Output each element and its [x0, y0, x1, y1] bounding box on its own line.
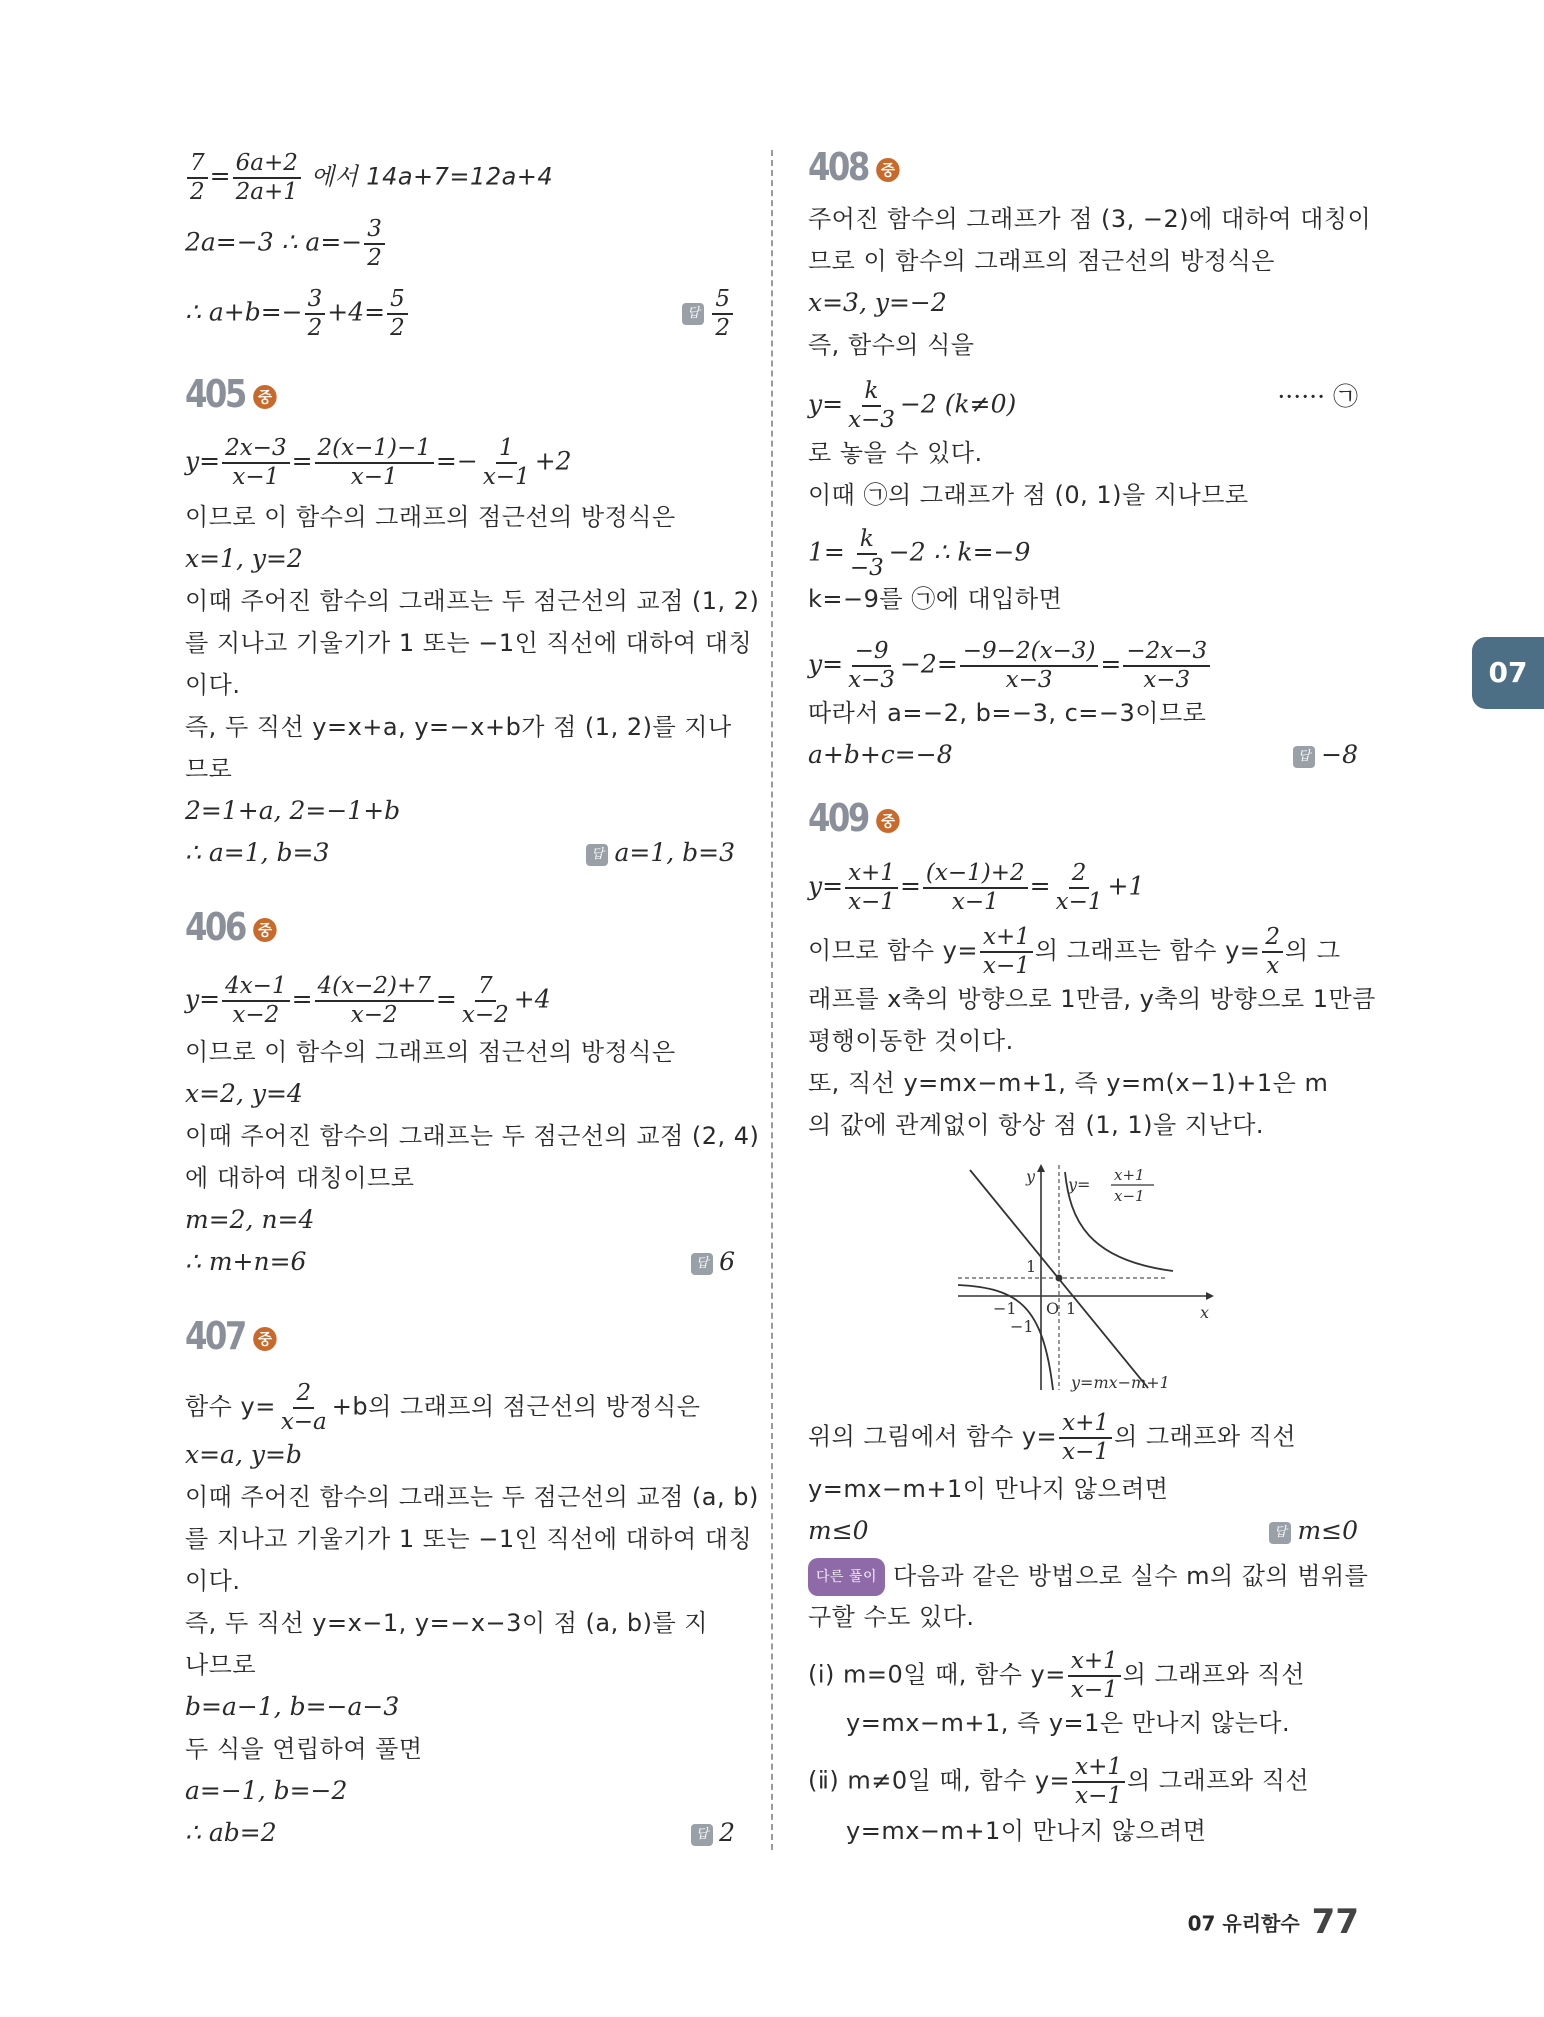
p407-text: ∴ ab=2: [185, 1818, 277, 1847]
answer-mark: 답: [691, 1253, 713, 1275]
p407-text: 두 식을 연립하여 풀면: [185, 1735, 423, 1763]
x-axis-label: x: [1200, 1303, 1210, 1322]
problem-number-408: 408 중: [808, 145, 898, 189]
fraction: $\frac{7}{x-2}$: [461, 973, 509, 1028]
p405-equation: y= $\frac{2x-3}{x-1}$ = $\frac{2(x-1)-1}{x-1}$ =− $\frac{1}{x-1}$ +2: [185, 435, 572, 490]
tick-x-neg: −1: [993, 1299, 1017, 1318]
difficulty-badge: 중: [876, 158, 899, 182]
p409-text: 또, 직선 y=mx−m+1, 즉 y=m(x−1)+1은 m: [808, 1069, 1329, 1097]
p408-text: 즉, 함수의 식을: [808, 331, 975, 359]
p406-text: 에 대하여 대칭이므로: [185, 1164, 415, 1192]
fraction: $\frac{x+1}{x-1}$: [845, 862, 898, 914]
p404-answer: [682, 288, 735, 340]
curve-label-prefix: y=: [1068, 1175, 1091, 1194]
fraction: $\frac{7}{2}$: [187, 152, 208, 204]
fraction: $\frac{(x-1)+2}{x-1}$: [923, 862, 1028, 914]
fraction: $\frac{2}{x-1}$: [1055, 860, 1103, 915]
p408-mark: ······ ㉠: [1277, 382, 1358, 411]
difficulty-badge: 중: [253, 918, 276, 942]
difficulty-badge: 중: [253, 1327, 276, 1351]
p405-text: 2=1+a, 2=−1+b: [185, 796, 401, 825]
fraction: $\frac{k}{-3}$: [849, 526, 884, 581]
rational-function-graph: [958, 1160, 1218, 1400]
origin-label: O: [1046, 1299, 1060, 1318]
fraction: $\frac{2}{x-a}$: [280, 1380, 327, 1435]
fraction: $\frac{3}{2}$: [364, 218, 385, 270]
p406-text: m=2, n=4: [185, 1205, 315, 1234]
p406-text: 이때 주어진 함수의 그래프는 두 점근선의 교점 (2, 4): [185, 1122, 760, 1150]
answer-mark: 답: [691, 1824, 713, 1846]
p408-text: k=−9를 ㉠에 대입하면: [808, 585, 1063, 613]
p405-text: 즉, 두 직선 y=x+a, y=−x+b가 점 (1, 2)를 지나: [185, 713, 732, 741]
p409-line2: 이므로 함수 y= $\frac{x+1}{x-1}$ 의 그래프는 함수 y= $\frac{2}{x}$ 의 그: [808, 924, 1341, 979]
p405-text: 이다.: [185, 671, 241, 699]
p408-answer: 답 −8: [1293, 738, 1358, 772]
p408-text: 이때 ㉠의 그래프가 점 (0, 1)을 지나므로: [808, 481, 1249, 509]
p407-text: 나므로: [185, 1651, 257, 1679]
p409-case1: (ⅰ) m=0일 때, 함수 y= $\frac{x+1}{x-1}$ 의 그래프와 직선: [808, 1648, 1305, 1703]
fraction: $\frac{x+1}{x-1}$: [1072, 1756, 1125, 1808]
p409-text: 구할 수도 있다.: [808, 1603, 975, 1631]
p407-text: b=a−1, b=−a−3: [185, 1692, 400, 1721]
line-label: y=mx−m+1: [1071, 1373, 1170, 1392]
p407-text: 이다.: [185, 1567, 241, 1595]
p409-text: m≤0: [808, 1516, 869, 1545]
p406-text: ∴ m+n=6: [185, 1247, 307, 1276]
p407-text: a=−1, b=−2: [185, 1776, 348, 1805]
fraction: $\frac{1}{x-1}$: [482, 435, 530, 490]
answer-mark: 답: [1269, 1522, 1291, 1544]
tick-y-neg: −1: [1010, 1317, 1034, 1336]
fraction: $\frac{-9-2(x-3)}{x-3}$: [960, 640, 1099, 692]
p406-text: 이므로 이 함수의 그래프의 점근선의 방정식은: [185, 1038, 676, 1066]
curve-label-denominator: x−1: [1114, 1187, 1145, 1205]
p409-text: y=mx−m+1이 만나지 않으려면: [846, 1817, 1207, 1845]
p406-answer: 답 6: [691, 1245, 735, 1279]
fraction: $\frac{5}{2}$: [387, 288, 408, 340]
p407-text: 를 지나고 기울기가 1 또는 −1인 직선에 대하여 대칭: [185, 1525, 753, 1553]
p408-text: a+b+c=−8: [808, 740, 953, 769]
p405-text: 이므로 이 함수의 그래프의 점근선의 방정식은: [185, 503, 676, 531]
fraction: $\frac{x+1}{x-1}$: [980, 926, 1033, 978]
p409-equation: y= $\frac{x+1}{x-1}$ = $\frac{(x-1)+2}{x-1}$ = $\frac{2}{x-1}$ +1: [808, 860, 1145, 915]
fraction: $\frac{5}{2}$: [712, 288, 733, 340]
problem-number-406: 406 중: [185, 905, 275, 949]
p405-text: 를 지나고 기울기가 1 또는 −1인 직선에 대하여 대칭: [185, 629, 753, 657]
y-axis-arrow: [1037, 1164, 1045, 1172]
p406-text: x=2, y=4: [185, 1079, 303, 1108]
p408-text: 므로 이 함수의 그래프의 점근선의 방정식은: [808, 247, 1275, 275]
fraction: $\frac{4(x-2)+7}{x-2}$: [315, 975, 434, 1027]
curve-label-numerator: x+1: [1114, 1166, 1145, 1184]
p405-text: ∴ a=1, b=3: [185, 838, 330, 867]
fraction: $\frac{6a+2}{2a+1}$: [233, 152, 301, 204]
fraction: $\frac{2(x-1)-1}{x-1}$: [315, 437, 434, 489]
fraction: $\frac{k}{x-3}$: [848, 378, 895, 433]
p409-text: 평행이동한 것이다.: [808, 1027, 1014, 1055]
p408-equation: y= $\frac{k}{x-3}$ −2 (k≠0): [808, 378, 1017, 433]
p405-text: 이때 주어진 함수의 그래프는 두 점근선의 교점 (1, 2): [185, 587, 760, 615]
p409-text: y=mx−m+1, 즉 y=1은 만나지 않는다.: [846, 1709, 1291, 1737]
p409-text: y=mx−m+1이 만나지 않으려면: [808, 1475, 1169, 1503]
alt-solution-badge: 다른 풀이: [808, 1558, 885, 1596]
p408-text: 로 놓을 수 있다.: [808, 439, 983, 467]
problem-number-409: 409 중: [808, 796, 898, 840]
fraction: $\frac{3}{2}$: [305, 288, 326, 340]
p408-equation: 1= $\frac{k}{-3}$ −2 ∴ k=−9: [808, 526, 1031, 581]
p404-line2: 2a=−3 ∴ a=− $\frac{3}{2}$: [185, 218, 387, 270]
p409-case2: (ⅱ) m≠0일 때, 함수 y= $\frac{x+1}{x-1}$ 의 그래프와 직선: [808, 1754, 1310, 1809]
fraction: $\frac{x+1}{x-1}$: [1059, 1412, 1112, 1464]
fraction: $\frac{4x-1}{x-2}$: [222, 975, 290, 1027]
p405-text: 므로: [185, 755, 233, 783]
fixed-point: [1056, 1275, 1063, 1282]
tick-y-pos: 1: [1026, 1257, 1037, 1276]
p408-equation: y= $\frac{-9}{x-3}$ −2= $\frac{-9-2(x-3)}{x-3}$ = $\frac{-2x-3}{x-3}$: [808, 640, 1212, 692]
x-axis-arrow: [1206, 1292, 1214, 1300]
fraction: $\frac{x+1}{x-1}$: [1068, 1650, 1121, 1702]
fraction: $\frac{2x-3}{x-1}$: [222, 437, 290, 489]
y-axis-label: y: [1026, 1167, 1036, 1186]
answer-mark: 답: [586, 844, 608, 866]
column-divider: [771, 150, 773, 1850]
p409-line7: 위의 그림에서 함수 y= $\frac{x+1}{x-1}$ 의 그래프와 직선: [808, 1410, 1297, 1465]
p405-text: x=1, y=2: [185, 544, 303, 573]
chapter-label: 07 유리함수: [1187, 1911, 1300, 1936]
p409-text: 의 값에 관계없이 항상 점 (1, 1)을 지난다.: [808, 1111, 1265, 1139]
p405-answer: 답 a=1, b=3: [586, 836, 735, 870]
fraction: $\frac{-9}{x-3}$: [848, 638, 895, 693]
difficulty-badge: 중: [876, 809, 899, 833]
p409-text: 래프를 x축의 방향으로 1만큼, y축의 방향으로 1만큼: [808, 985, 1376, 1013]
fraction: $\frac{-2x-3}{x-3}$: [1123, 640, 1210, 692]
p408-text: x=3, y=−2: [808, 288, 947, 317]
p408-text: 따라서 a=−2, b=−3, c=−3이므로: [808, 699, 1207, 727]
p409-answer: 답 m≤0: [1269, 1514, 1358, 1548]
answer-mark: 답: [682, 303, 704, 325]
p409-alternative: 다른 풀이 다음과 같은 방법으로 실수 m의 값의 범위를: [808, 1558, 1368, 1596]
p407-equation: 함수 y= $\frac{2}{x-a}$ +b의 그래프의 점근선의 방정식은: [185, 1380, 701, 1435]
page-footer: [1188, 1902, 1359, 1942]
fraction: $\frac{2}{x}$: [1262, 926, 1283, 978]
p404-line3: ∴ a+b=− $\frac{3}{2}$ +4= $\frac{5}{2}$: [185, 288, 410, 340]
difficulty-badge: 중: [253, 385, 276, 409]
p404-line1: $\frac{7}{2}$ = $\frac{6a+2}{2a+1}$ 에서 14a+7=12a+4: [185, 152, 553, 204]
tick-x-pos: 1: [1066, 1299, 1077, 1318]
problem-number-405: 405 중: [185, 372, 275, 416]
p408-text: 주어진 함수의 그래프가 점 (3, −2)에 대하여 대칭이: [808, 205, 1372, 233]
page-number: 77: [1311, 1902, 1359, 1942]
p407-text: x=a, y=b: [185, 1440, 302, 1469]
p407-text: 즉, 두 직선 y=x−1, y=−x−3이 점 (a, b)를 지: [185, 1609, 708, 1637]
p407-text: 이때 주어진 함수의 그래프는 두 점근선의 교점 (a, b): [185, 1483, 759, 1511]
p407-answer: 답 2: [691, 1816, 735, 1850]
chapter-tab: 07: [1472, 637, 1544, 709]
answer-mark: 답: [1293, 746, 1315, 768]
problem-number-407: 407 중: [185, 1314, 275, 1358]
p406-equation: y= $\frac{4x-1}{x-2}$ = $\frac{4(x-2)+7}{x-2}$ = $\frac{7}{x-2}$ +4: [185, 973, 551, 1028]
